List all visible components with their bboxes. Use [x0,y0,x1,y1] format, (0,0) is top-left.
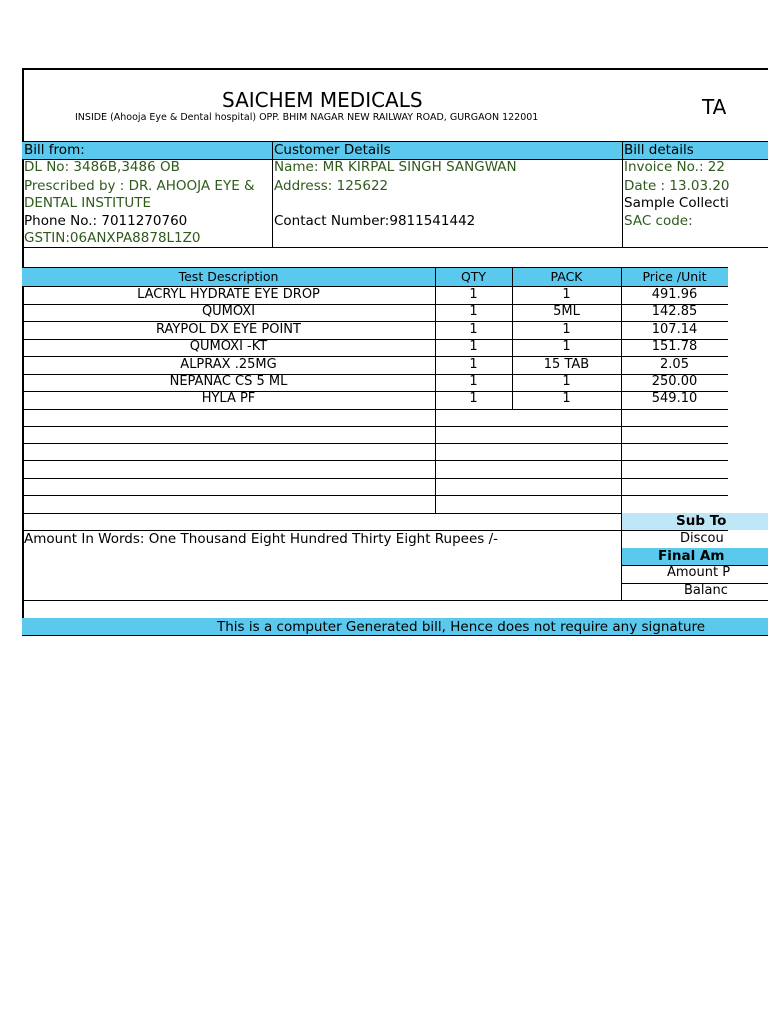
row-qty: 1 [469,304,478,319]
row-qty: 1 [469,322,478,337]
row-pack: 5ML [553,304,580,319]
col-header-description: Test Description [178,269,279,284]
row-pack: 15 TAB [543,357,590,372]
customer-name: Name: MR KIRPAL SINGH SANGWAN [274,159,517,175]
row-price: 250.00 [651,374,698,389]
amount-paid-label: Amount P [667,565,731,580]
invoice-sheet [22,68,768,636]
row-price: 549.10 [651,391,698,406]
gstin: GSTIN:06ANXPA8878L1Z0 [24,230,201,246]
table-row: RAYPOL DX EYE POINT [156,322,301,337]
prescribed-by-line2: DENTAL INSTITUTE [24,195,152,211]
col-header-price: Price /Unit [642,269,707,284]
company-address: INSIDE (Ahooja Eye & Dental hospital) OPP. BHIM NAGAR NEW RAILWAY ROAD, GURGAON 122001 [75,112,539,123]
row-qty: 1 [469,374,478,389]
final-amount-label: Final Am [658,548,725,564]
sample-collection: Sample Collecti [624,195,729,211]
bill-from-heading: Bill from: [24,142,85,158]
row-price: 142.85 [651,304,698,319]
invoice-date: Date : 13.03.20 [624,178,730,194]
row-price: 2.05 [660,357,689,372]
customer-address: Address: 125622 [274,178,389,194]
row-pack: 1 [562,287,571,302]
balance-label: Balanc [684,583,728,598]
table-row: HYLA PF [201,391,256,406]
sac-code: SAC code: [624,213,693,229]
phone-number: Phone No.: 7011270760 [24,213,188,229]
row-qty: 1 [469,357,478,372]
customer-contact: Contact Number:9811541442 [274,213,476,229]
table-row: ALPRAX .25MG [180,357,277,372]
amount-in-words: Amount In Words: One Thousand Eight Hundred Thirty Eight Rupees /- [24,531,499,547]
viewport-edge [729,0,768,1024]
row-qty: 1 [469,391,478,406]
row-qty: 1 [469,287,478,302]
footer-note: This is a computer Generated bill, Hence does not require any signature [217,619,706,635]
col-header-qty: QTY [460,269,487,284]
customer-details-heading: Customer Details [274,142,391,158]
col-header-pack: PACK [550,269,583,284]
row-pack: 1 [562,339,571,354]
row-pack: 1 [562,322,571,337]
row-pack: 1 [562,391,571,406]
row-price: 491.96 [651,287,698,302]
invoice-number: Invoice No.: 22 [624,159,725,175]
sheet-top-border [22,68,768,70]
row-qty: 1 [469,339,478,354]
subtotal-label: Sub To [676,513,727,529]
row-price: 107.14 [651,322,698,337]
row-pack: 1 [562,374,571,389]
bill-details-heading: Bill details [624,142,694,158]
table-row: NEPANAC CS 5 ML [169,374,288,389]
company-name: SAICHEM MEDICALS [222,88,423,112]
row-price: 151.78 [651,339,698,354]
prescribed-by-line1: Prescribed by : DR. AHOOJA EYE & [24,178,255,194]
table-row: QUMOXI -KT [189,339,268,354]
dl-number: DL No: 3486B,3486 OB [24,159,180,175]
discount-label: Discou [680,531,724,546]
table-row: LACRYL HYDRATE EYE DROP [137,287,320,302]
table-row: QUMOXI [201,304,256,319]
document-title: TA [702,95,727,119]
